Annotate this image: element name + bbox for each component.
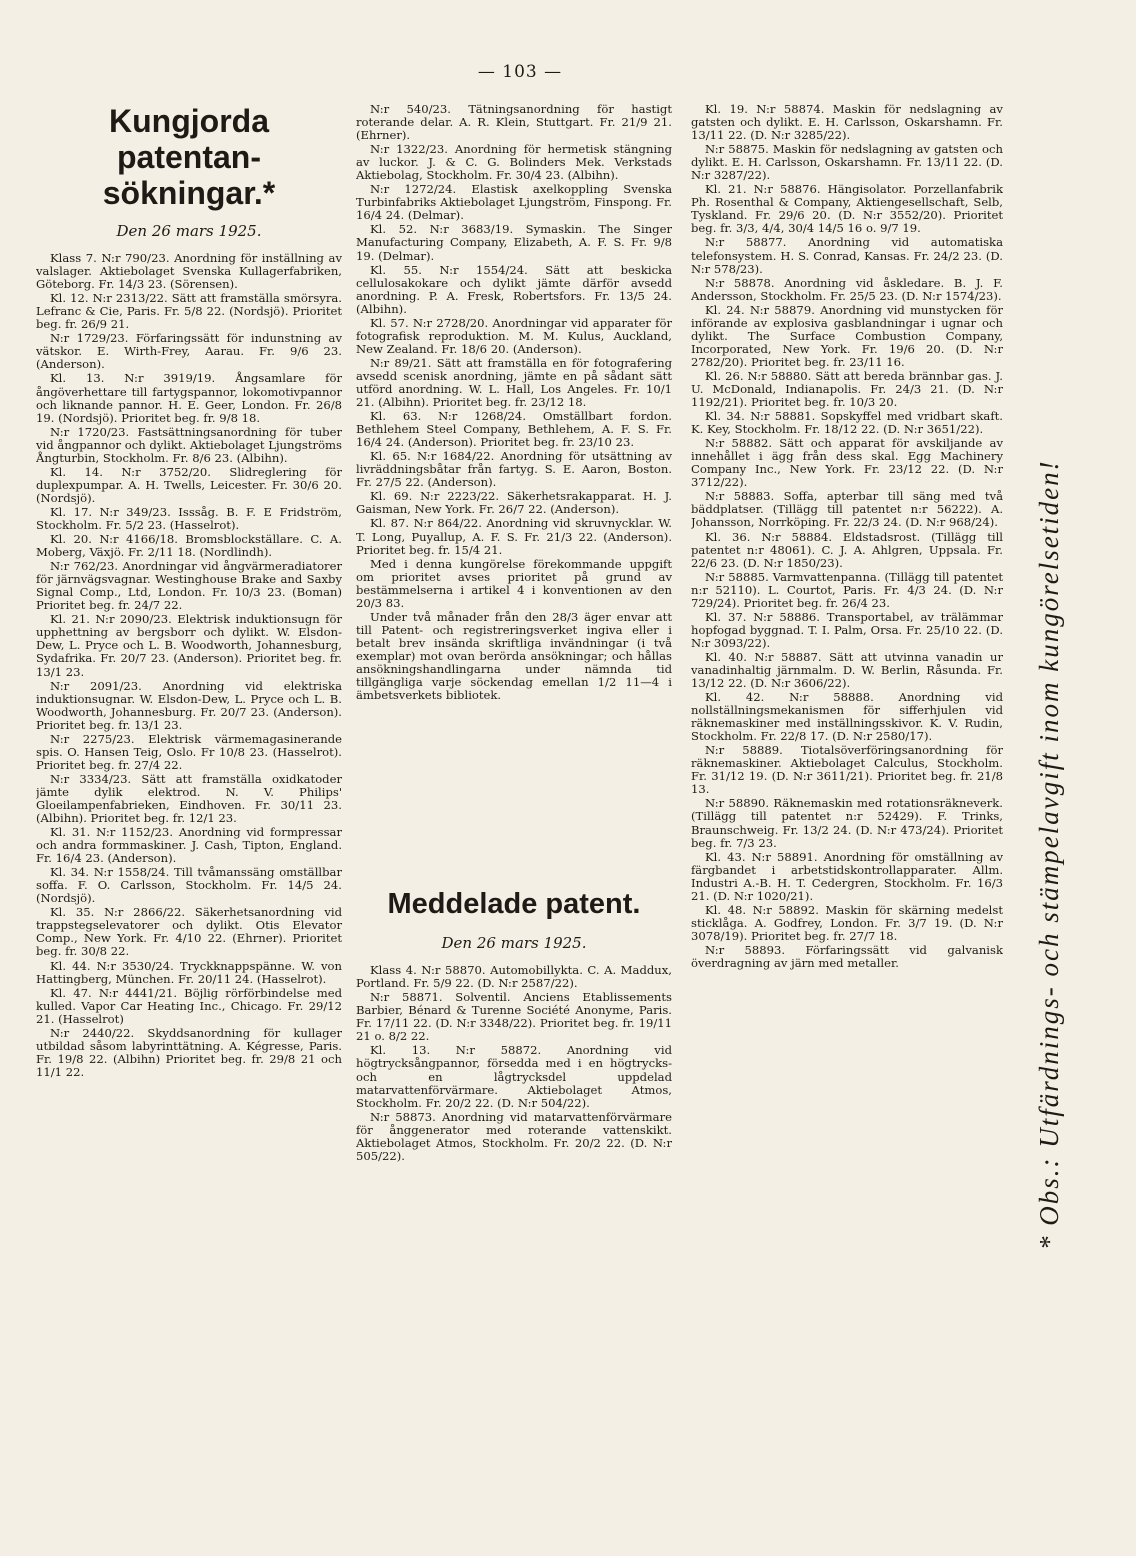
entry-paragraph: Kl. 44. N:r 3530/24. Tryckknappspänne. W. von Hattingberg, München. Fr. 20/11 24. (Hasselrot). xyxy=(36,958,342,986)
section-date-applications: Den 26 mars 1925. xyxy=(116,222,262,240)
entry-paragraph: Kl. 20. N:r 4166/18. Bromsblockställare. C. A. Moberg, Växjö. Fr. 2/11 18. (Nordlindh). xyxy=(36,532,342,560)
entry-paragraph: Kl. 65. N:r 1684/22. Anordning för utsättning av livräddningsbåtar från fartyg. S. E. Aaron, Boston. Fr. 27/5 22. (Anderson). xyxy=(356,449,672,490)
entry-paragraph: Kl. 57. N:r 2728/20. Anordningar vid apparater för fotografisk reproduktion. M. M. Kulus, Auckland, New Zealand. Fr. 18/6 20. (Anderson). xyxy=(356,315,672,356)
entry-paragraph: Kl. 19. N:r 58874. Maskin för nedslagning av gatsten och dylikt. E. H. Carlsson, Oskarshamn. Fr. 13/11 22. (D. N:r 3285/22). xyxy=(691,103,1003,143)
entry-paragraph: Kl. 37. N:r 58886. Transportabel, av trälämmar hopfogad byggnad. T. I. Palm, Orsa. Fr. 25/10 22. (D. N:r 3093/22). xyxy=(691,609,1003,650)
entry-paragraph: N:r 1729/23. Förfaringssätt för indunstning av vätskor. E. Wirth-Frey, Aarau. Fr. 9/6 23. (Anderson). xyxy=(36,331,342,372)
entry-paragraph: N:r 89/21. Sätt att framställa en för fotografering avsedd scenisk anordning, jämte en på sådant sätt utförd anordning. W. L. Hall, Los Angeles. Fr. 10/1 21. (Albihn). Prioritet beg. fr. 23/12 18. xyxy=(356,355,672,410)
entry-paragraph: Kl. 55. N:r 1554/24. Sätt att beskicka cellulosakokare och dylikt jämte därför avsedd anordning. P. A. Fresk, Robertsfors. Fr. 13/5 24. (Albihn). xyxy=(356,262,672,316)
application-list xyxy=(36,252,342,1079)
entry-paragraph: Kl. 17. N:r 349/23. Isssåg. B. F. E Fridström, Stockholm. Fr. 5/2 23. (Hasselrot). xyxy=(36,504,342,532)
entry-paragraph: N:r 3334/23. Sätt att framställa oxidkatoder jämte dylik elektrod. N. V. Philips' Gloeilampenfabrieken, Eindhoven. Fr. 30/11 23. (Albihn). Prioritet beg. fr. 12/1 23. xyxy=(36,771,342,826)
entry-paragraph: Under två månader från den 28/3 äger envar att till Patent- och registreringsverket ingiva eller i betalt brev insända skriftliga invändningar (i två exemplar) mot ovan berörda ansökningar; och hållas ansökningshandlingarna under nämnda tid tillgängliga varje söckendag emellan 1/2 11—4 i ämbetsverkets bibliotek. xyxy=(356,609,672,703)
entry-paragraph: N:r 58889. Tiotalsöverföringsanordning för räknemaskiner. Aktiebolaget Calculus, Stockholm. Fr. 31/12 19. (D. N:r 3611/21). Prioritet beg. fr. 21/8 13. xyxy=(691,743,1003,797)
entry-paragraph: Kl. 24. N:r 58879. Anordning vid munstycken för införande av explosiva gasblandningar i ugnar och dylikt. The Surface Combustion Company, Incorporated, New York. Fr. 19/6 20. (D. N:r 2782/20). Prioritet beg. fr. 23/11 16. xyxy=(691,302,1003,369)
entry-paragraph: N:r 58871. Solventil. Anciens Etablissements Barbier, Bénard & Turenne Société Anonyme, Paris. Fr. 17/11 22. (D. N:r 3348/22). Prioritet beg. fr. 19/11 21 o. 8/2 22. xyxy=(356,990,672,1044)
entry-paragraph: N:r 58875. Maskin för nedslagning av gatsten och dylikt. E. H. Carlsson, Oskarshamn. Fr. 13/11 22. (D. N:r 3287/22). xyxy=(691,142,1003,183)
column-2 xyxy=(356,103,672,1523)
entry-paragraph: Kl. 48. N:r 58892. Maskin för skärning medelst sticklåga. A. Godfrey, London. Fr. 3/7 19. (D. N:r 3078/19). Prioritet beg. fr. 27/7 18. xyxy=(691,902,1003,943)
entry-paragraph: Kl. 26. N:r 58880. Sätt att bereda brännbar gas. J. U. McDonald, Indianapolis. Fr. 24/3 21. (D. N:r 1192/21). Prioritet beg. fr. 10/3 20. xyxy=(691,368,1003,410)
entry-paragraph: N:r 58893. Förfaringssätt vid galvanisk överdragning av järn med metaller. xyxy=(691,942,1003,970)
entry-paragraph: Klass 4. N:r 58870. Automobillykta. C. A. Maddux, Portland. Fr. 5/9 22. (D. N:r 2587/22). xyxy=(356,963,672,991)
entry-paragraph: N:r 58878. Anordning vid åskledare. B. J. F. Andersson, Stockholm. Fr. 25/5 23. (D. N:r 1574/23). xyxy=(691,275,1003,303)
entry-paragraph: N:r 58882. Sätt och apparat för avskiljande av innehållet i ägg från dess skal. Egg Machinery Company Inc., New York. Fr. 23/12 22. (D. N:r 3712/22). xyxy=(691,436,1003,490)
entry-paragraph: N:r 1720/23. Fastsättningsanordning för tuber vid ångpannor och dylikt. Aktiebolaget Ljungströms Ångturbin, Stockholm. Fr. 8/6 23. (Albihn). xyxy=(36,424,342,465)
entry-paragraph: Kl. 36. N:r 58884. Eldstadsrost. (Tillägg till patentet n:r 48061). C. J. A. Ahlgren, Uppsala. Fr. 22/6 23. (D. N:r 1850/23). xyxy=(691,529,1003,570)
entry-paragraph: Kl. 40. N:r 58887. Sätt att utvinna vanadin ur vanadinhaltig järnmalm. D. W. Berlin, Råsunda. Fr. 13/12 22. (D. N:r 3606/22). xyxy=(691,649,1003,691)
application-list-continued xyxy=(356,103,672,702)
entry-paragraph: Kl. 34. N:r 1558/24. Till tvåmanssäng omställbar soffa. F. O. Carlsson, Stockholm. Fr. 14/5 24. (Nordsjö). xyxy=(36,865,342,906)
blank-space xyxy=(356,703,672,887)
entry-paragraph: Kl. 47. N:r 4441/21. Böjlig rörförbindelse med kulled. Vapor Car Heating Inc., Chicago. Fr. 29/12 21. (Hasselrot) xyxy=(36,985,342,1026)
entry-paragraph: Kl. 52. N:r 3683/19. Symaskin. The Singer Manufacturing Company, Elizabeth, A. F. S. Fr. 9/8 19. (Delmar). xyxy=(356,222,672,263)
entry-paragraph: N:r 58885. Varmvattenpanna. (Tillägg till patentet n:r 52110). L. Courtot, Paris. Fr. 4/3 24. (D. N:r 729/24). Prioritet beg. fr. 26/4 23. xyxy=(691,569,1003,610)
entry-paragraph: N:r 540/23. Tätningsanordning för hastigt roterande delar. A. R. Klein, Stuttgart. Fr. 21/9 21. (Ehrner). xyxy=(356,103,672,143)
page-number: — 103 — xyxy=(477,62,563,82)
entry-paragraph: Kl. 34. N:r 58881. Sopskyffel med vridbart skaft. K. Key, Stockholm. Fr. 18/12 22. (D. N:r 3651/22). xyxy=(691,409,1003,437)
entry-paragraph: Kl. 31. N:r 1152/23. Anordning vid formpressar och andra formmaskiner. J. Cash, Tipton, England. Fr. 16/4 23. (Anderson). xyxy=(36,825,342,866)
entry-paragraph: Kl. 21. N:r 58876. Hängisolator. Porzellanfabrik Ph. Rosenthal & Company, Aktiengesellschaft, Selb, Tyskland. Fr. 29/6 20. (D. N:r 3552/20). Prioritet beg. fr. 3/3, 4/4, 30/4 14/5 16 o. 9/7 19. xyxy=(691,182,1003,236)
section-date-granted: Den 26 mars 1925. xyxy=(441,934,587,953)
column-1 xyxy=(36,103,342,1523)
entry-paragraph: N:r 58890. Räknemaskin med rotationsräkneverk. (Tillägg till patentet n:r 52429). F. Trinks, Braunschweig. Fr. 13/2 24. (D. N:r 473/24). Prioritet beg. fr. 7/3 23. xyxy=(691,796,1003,850)
section-title-applications: Kungjorda patentan-sökningar.* xyxy=(102,103,276,211)
entry-paragraph: N:r 2275/23. Elektrisk värmemagasinerande spis. O. Hansen Teig, Oslo. Fr 10/8 23. (Hasselrot). Prioritet beg. fr. 27/4 22. xyxy=(36,731,342,772)
entry-paragraph: Kl. 43. N:r 58891. Anordning för omställning av färgbandet i arbetstidskontrollapparater. Allm. Industri A.-B. H. T. Cedergren, Stockholm. Fr. 16/3 21. (D. N:r 1020/21). xyxy=(691,849,1003,903)
entry-paragraph: Kl. 87. N:r 864/22. Anordning vid skruvnycklar. W. T. Long, Puyallup, A. F. S. Fr. 21/3 22. (Anderson). Prioritet beg. fr. 15/4 21. xyxy=(356,516,672,557)
entry-paragraph: Kl. 42. N:r 58888. Anordning vid nollställningsmekanismen för sifferhjulen vid räknemaskiner med inställningsskivor. K. V. Rudin, Stockholm. Fr. 22/8 17. (D. N:r 2580/17). xyxy=(691,690,1003,744)
granted-list xyxy=(356,964,672,1163)
entry-paragraph: Kl. 14. N:r 3752/20. Slidreglering för duplexpumpar. A. H. Twells, Leicester. Fr. 30/6 20. (Nordsjö). xyxy=(36,464,342,505)
entry-paragraph: N:r 1322/23. Anordning för hermetisk stängning av luckor. J. & C. G. Bolinders Mek. Verkstads Aktiebolag, Stockholm. Fr. 30/4 23. (Albihn). xyxy=(356,142,672,183)
entry-paragraph: Med i denna kungörelse förekommande uppgift om prioritet avses prioritet på grund av bestämmelserna i artikel 4 i konventionen av den 20/3 83. xyxy=(356,556,672,610)
side-note: * Obs.: Utfärdnings- och stämpelavgift inom kungörelsetiden! xyxy=(1034,459,1064,1251)
column-3 xyxy=(691,103,1003,1523)
entry-paragraph: N:r 2091/23. Anordning vid elektriska induktionsugnar. W. Elsdon-Dew, L. Pryce och L. B. Woodworth, Johannesburg. Fr. 20/7 23. (Anderson). Prioritet beg. fr. 13/1 23. xyxy=(36,678,342,732)
entry-paragraph: Kl. 21. N:r 2090/23. Elektrisk induktionsugn för upphettning av bergsborr och dylikt. W. Elsdon-Dew, L. Pryce och L. B. Woodworth, Johannesburg, Sydafrika. Fr. 20/7 23. (Anderson). Prioritet beg. fr. 13/1 23. xyxy=(36,612,342,679)
entry-paragraph: Kl. 13. N:r 3919/19. Ångsamlare för ångöverhettare till fartygspannor, lokomotivpannor och liknande pannor. H. E. Geer, London. Fr. 26/8 19. (Nordsjö). Prioritet beg. fr. 9/8 18. xyxy=(36,371,342,425)
entry-paragraph: N:r 58877. Anordning vid automatiska telefonsystem. H. S. Conrad, Kansas. Fr. 24/2 23. (D. N:r 578/23). xyxy=(691,235,1003,276)
entry-paragraph: N:r 58883. Soffa, apterbar till säng med två bäddplatser. (Tillägg till patentet n:r 56222). A. Johansson, Norrköping. Fr. 22/3 24. (D. N:r 968/24). xyxy=(691,489,1003,530)
entry-paragraph: N:r 58873. Anordning vid matarvattenförvärmare för ånggenerator med roterande vattenskikt. Aktiebolaget Atmos, Stockholm. Fr. 20/2 22. (D. N:r 505/22). xyxy=(356,1109,672,1163)
entry-paragraph: N:r 1272/24. Elastisk axelkoppling Svenska Turbinfabriks Aktiebolaget Ljungström, Finspong. Fr. 16/4 24. (Delmar). xyxy=(356,182,672,223)
entry-paragraph: Kl. 13. N:r 58872. Anordning vid högtrycksångpannor, försedda med i en högtrycks- och en lågtrycksdel uppdelad matarvattenförvärmare. Aktiebolaget Atmos, Stockholm. Fr. 20/2 22. (D. N:r 504/22). xyxy=(356,1043,672,1110)
granted-list-continued xyxy=(691,103,1003,970)
entry-paragraph: Kl. 35. N:r 2866/22. Säkerhetsanordning vid trappstegselevatorer och dylikt. Otis Elevator Comp., New York. Fr. 4/10 22. (Ehrner). Prioritet beg. fr. 30/8 22. xyxy=(36,905,342,959)
entry-paragraph: N:r 2440/22. Skyddsanordning för kullager utbildad såsom labyrinttätning. A. Kégresse, Paris. Fr. 19/8 22. (Albihn) Prioritet beg. fr. 29/8 21 och 11/1 22. xyxy=(36,1025,342,1079)
entry-paragraph: Kl. 63. N:r 1268/24. Omställbart fordon. Bethlehem Steel Company, Bethlehem, A. F. S. Fr. 16/4 24. (Anderson). Prioritet beg. fr. 23/10 23. xyxy=(356,409,672,450)
entry-paragraph: Kl. 12. N:r 2313/22. Sätt att framställa smörsyra. Lefranc & Cie, Paris. Fr. 5/8 22. (Nordsjö). Prioritet beg. fr. 26/9 21. xyxy=(36,291,342,332)
entry-paragraph: Kl. 69. N:r 2223/22. Säkerhetsrakapparat. H. J. Gaisman, New York. Fr. 26/7 22. (Anderson). xyxy=(356,489,672,517)
section-title-granted: Meddelade patent. xyxy=(387,888,641,921)
entry-paragraph: Klass 7. N:r 790/23. Anordning för inställning av valslager. Aktiebolaget Svenska Kullagerfabriken, Göteborg. Fr. 14/3 23. (Sörensen). xyxy=(36,251,342,292)
entry-paragraph: N:r 762/23. Anordningar vid ångvärmeradiatorer för järnvägsvagnar. Westinghouse Brake and Saxby Signal Comp., Ltd, London. Fr. 10/3 23. (Boman) Prioritet beg. fr. 24/7 22. xyxy=(36,559,342,613)
